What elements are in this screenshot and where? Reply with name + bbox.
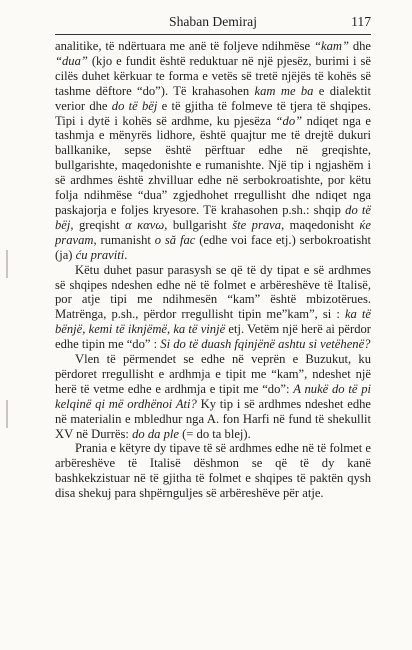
paragraph: [55, 352, 371, 441]
running-header: [55, 14, 371, 34]
text-run: analitike, të ndërtuara me anë të foljeve ndihmëse: [55, 39, 314, 53]
italic-text-run: ќe pravam: [55, 217, 371, 247]
text-run: e dialektit verior dhe: [55, 83, 371, 113]
text-run: , bullgarisht: [164, 217, 233, 232]
italic-text-run: šte prava: [232, 217, 282, 232]
italic-text-run: “kam”: [313, 39, 349, 53]
page-edge-shadow: [6, 250, 8, 278]
text-run: , rumanisht: [93, 232, 155, 247]
header-rule: [55, 34, 371, 35]
text-run: dhe: [348, 39, 371, 53]
text-run: Prania e këtyre dy tipave të së ardhmes edhe në të folmet e arbëreshëve të Italisë dëshmon se që të dy kanë bashkekzistuar në të gjitha të folmet e shqipes të paktën qysh disa shekuj para shpërnguljes së arbëreshëve për atje.: [55, 441, 371, 501]
italic-text-run: α κανω: [125, 217, 165, 232]
text-run: ndiqet nga e tashmja e mënyrës lidhore, është quajtur me të drejtë dukuri ballkanike, sepse është përftuar edhe në greqishte, bullgarishte, maqedonishte e rumanishte. Një tip i ngjashëm i së ardhmes është zhvilluar edhe në serbokroatishte, por këtu folja ndihmëse “dua” zgjedhohet rregullisht dhe ndiqet nga paskajorja e foljes kryesore. Të krahasohen p.sh.: shqip: [55, 113, 371, 217]
text-run: Këtu duhet pasur parasysh se që të dy tipat e së ardhmes së shqipes ndeshen edhe në të folmet e arbëreshëve të Italisë, por atje tipi me ndihmesën “kam” është mbizotërues. Matrënga, p.sh., përdor rregullisht tipin me”kam”, si :: [55, 262, 371, 322]
paragraph: [55, 263, 371, 352]
italic-text-run: do të bëj: [55, 202, 371, 232]
body-text: [55, 39, 371, 501]
text-run: , greqisht: [70, 217, 126, 232]
italic-text-run: “dua”: [55, 53, 88, 68]
page-edge-shadow: [6, 400, 8, 428]
paragraph: [55, 39, 371, 263]
text-run: etj. Vetëm një herë ai përdor edhe tipin me “do” :: [55, 322, 371, 352]
italic-text-run: do da ple: [132, 426, 179, 441]
paragraph: [55, 441, 371, 501]
text-run: Vlen të përmendet se edhe në veprën e Buzukut, ku përdoret rregullisht e ardhmja e tipit me “kam”, ndeshet një herë të vetme edhe e ardhmja e tipit me “do”:: [55, 352, 371, 396]
text-run: Ky tip i së ardhmes ndeshet edhe në materialin e mbledhur nga A. fon Harfi në fund të shekullit XV në Durrës:: [55, 396, 371, 441]
text-run: .: [124, 247, 128, 262]
running-header-author: Shaban Demiraj: [169, 14, 257, 29]
text-run: (edhe voi face etj.) serbokroatisht (ja): [55, 232, 371, 262]
italic-text-run: ću praviti: [75, 247, 125, 262]
italic-text-run: kam me ba: [254, 83, 314, 98]
italic-text-run: o să fac: [154, 232, 196, 247]
italic-text-run: A nukë do të pi kelqinë qi më ordhënoi Ati?: [55, 381, 372, 411]
italic-text-run: do të bëj: [111, 98, 158, 113]
text-run: (kjo e fundit është reduktuar në një pjesëz, burimi i së cilës duhet kërkuar te forma e vetës së tretë njëjës të kohës së tashme dëftore “do”). Të krahasohen: [55, 53, 371, 98]
text-run: e të gjitha të folmeve të tjera të shqipes. Tipi i dytë i kohës së ardhme, ku pjesëza: [55, 98, 371, 128]
italic-text-run: ka të bënjë, kemi të iknjëmë, ka të vinjë: [55, 307, 371, 337]
page-number: 117: [351, 14, 371, 29]
text-run: (= do ta blej).: [178, 426, 251, 441]
text-run: , maqedonisht: [281, 217, 360, 232]
book-page: [55, 14, 371, 501]
italic-text-run: “do”: [275, 113, 303, 128]
italic-text-run: Si do të duash fqinjënë ashtu si vetëhenë?: [160, 337, 371, 352]
